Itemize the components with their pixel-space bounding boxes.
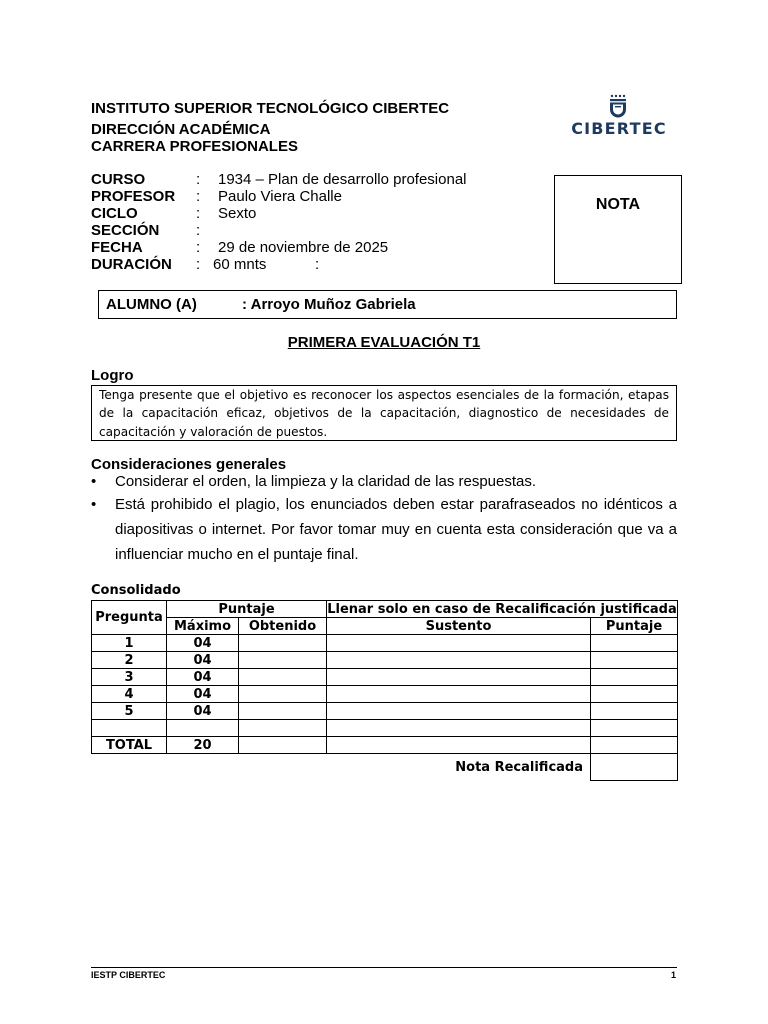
total-sustento[interactable] [327,737,591,754]
col-obtenido-header: Obtenido [239,618,327,635]
table-row [92,652,678,669]
col-maximo-header: Máximo [167,618,239,635]
consideration-text: Considerar el orden, la limpieza y la claridad de las respuestas. [115,473,537,490]
cell-maximo: 04 [167,686,239,703]
table-row [92,635,678,652]
academic-direction: DIRECCIÓN ACADÉMICA [91,121,271,138]
bullet-icon: • [91,473,97,490]
footer-left: IESTP CIBERTEC [91,970,166,980]
col-pregunta-header: Pregunta [92,601,167,635]
consideration-text: Está prohibido el plagio, los enunciados deben estar parafraseados no idénticos a diapositivas o internet. Por favor tomar muy en cuenta esta consideración que va a influenciar mucho en el puntaje final. [115,496,677,563]
cell-puntaje[interactable] [591,720,678,737]
cibertec-logo [566,93,672,137]
cell-sustento[interactable] [327,703,591,720]
cell-sustento[interactable] [327,652,591,669]
cell-maximo [167,720,239,737]
footer-divider [91,967,677,968]
info-label: SECCIÓN [91,222,160,239]
info-label: CICLO [91,205,138,222]
cell-maximo: 04 [167,669,239,686]
info-label: PROFESOR [91,188,176,205]
info-colon: : [196,239,201,256]
grade-label: NOTA [595,196,641,213]
cell-pregunta: 1 [92,635,167,652]
info-value-profesor: Paulo Viera Challe [218,188,342,205]
info-value-duracion: 60 mnts [213,256,267,273]
cell-puntaje[interactable] [591,635,678,652]
total-puntaje[interactable] [591,737,678,754]
logro-heading: Logro [91,367,134,384]
cell-sustento[interactable] [327,686,591,703]
info-colon: : [196,188,201,205]
cell-obtenido[interactable] [239,635,327,652]
col-puntaje-header: Puntaje [167,601,327,618]
considerations-heading: Consideraciones generales [91,456,287,473]
student-name: : Arroyo Muñoz Gabriela [242,296,416,313]
grade-box[interactable] [554,175,682,284]
nota-recalificada-label: Nota Recalificada [455,759,583,775]
cell-puntaje[interactable] [591,669,678,686]
total-label: TOTAL [92,737,167,754]
col-sustento-header: Sustento [327,618,591,635]
career-line: CARRERA PROFESIONALES [91,138,298,155]
cell-sustento[interactable] [327,720,591,737]
cell-pregunta [92,720,167,737]
col-recalification-header: Llenar solo en caso de Recalificación justificada [327,601,677,617]
cell-obtenido[interactable] [239,686,327,703]
cell-obtenido[interactable] [239,669,327,686]
cell-obtenido[interactable] [239,703,327,720]
info-trailing-colon: : [315,256,320,273]
cell-pregunta: 2 [92,652,167,669]
cell-maximo: 04 [167,703,239,720]
cell-pregunta: 5 [92,703,167,720]
nota-recalificada-cell[interactable] [591,754,678,781]
list-item [91,492,677,567]
info-colon: : [196,256,201,273]
cell-puntaje[interactable] [591,686,678,703]
col-puntaje2-header: Puntaje [591,618,678,635]
table-row [92,686,678,703]
table-row [92,703,678,720]
total-obtenido[interactable] [239,737,327,754]
cell-sustento[interactable] [327,635,591,652]
institution-name: INSTITUTO SUPERIOR TECNOLÓGICO CIBERTEC [91,100,450,117]
info-value-ciclo: Sexto [218,205,257,222]
logo-wordmark: CIBERTEC [571,119,667,138]
nota-recalificada-row [92,754,678,781]
info-label: FECHA [91,239,143,256]
cell-obtenido[interactable] [239,720,327,737]
consolidated-table [91,600,678,781]
total-row [92,737,678,754]
logro-text: Tenga presente que el objetivo es reconocer los aspectos esenciales de la formación, etapas de la capacitación eficaz, objetivos de la capacitación, diagnostico de necesidades de capacitación y valoración de puestos. [99,388,669,439]
student-box [98,290,677,319]
cell-puntaje[interactable] [591,652,678,669]
list-item [91,473,677,491]
consolidated-heading: Consolidado [91,583,181,598]
cell-pregunta: 4 [92,686,167,703]
student-label: ALUMNO (A) [106,296,197,313]
logro-box [91,385,677,441]
info-colon: : [196,171,201,188]
considerations-list [91,473,677,567]
info-value-curso: 1934 – Plan de desarrollo profesional [218,171,467,188]
cell-sustento[interactable] [327,669,591,686]
info-label: CURSO [91,171,146,188]
info-colon: : [196,205,201,222]
info-label: DURACIÓN [91,256,172,273]
info-value-fecha: 29 de noviembre de 2025 [218,239,389,256]
table-row [92,669,678,686]
cell-maximo: 04 [167,635,239,652]
total-value: 20 [167,737,239,754]
page-number: 1 [671,970,677,980]
cell-obtenido[interactable] [239,652,327,669]
bullet-icon: • [91,496,97,513]
cell-pregunta: 3 [92,669,167,686]
evaluation-title: PRIMERA EVALUACIÓN T1 [287,334,481,351]
cell-maximo: 04 [167,652,239,669]
table-row [92,720,678,737]
info-colon: : [196,222,201,239]
cell-puntaje[interactable] [591,703,678,720]
